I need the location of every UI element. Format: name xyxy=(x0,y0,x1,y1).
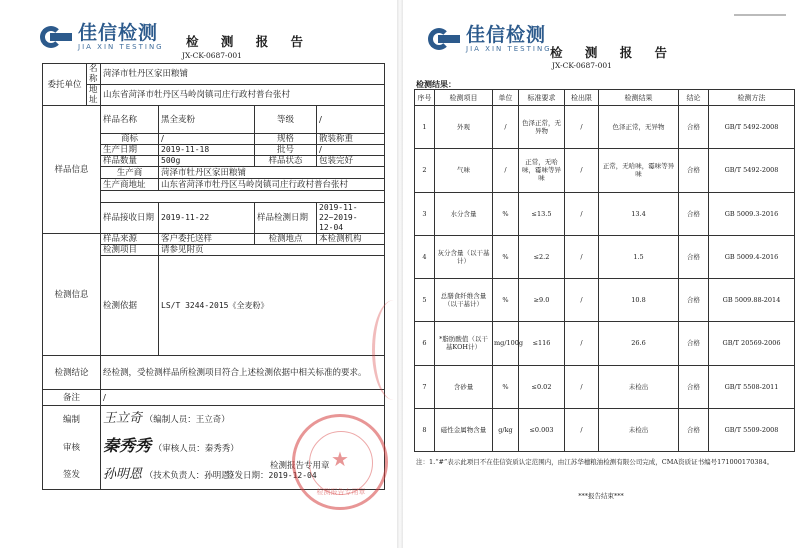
results-note: 注：1.“#”表示此项目不在佳信资质认定范围内，由江苏华穗粮油检测有限公司完成，CMA资质证书编号171000170384。 xyxy=(416,458,774,466)
table-row xyxy=(415,149,795,192)
result-cell-method: GB 5009.4-2016 xyxy=(709,235,795,278)
result-cell-item: 外观 xyxy=(435,106,493,149)
result-cell-result: 正常，无哈味，霉味等异味 xyxy=(599,149,679,192)
spec-value: 散装称重 xyxy=(317,134,385,145)
result-cell-item: 灰分含量（以干基计） xyxy=(435,235,493,278)
reviewer-label: 审核 xyxy=(43,434,101,462)
official-seal xyxy=(292,414,388,510)
results-section-label: 检测结果： xyxy=(416,79,456,89)
col-verdict: 结论 xyxy=(679,90,709,106)
result-cell-result: 13.4 xyxy=(599,192,679,235)
result-cell-limit: / xyxy=(565,235,599,278)
client-address-label: 地址 xyxy=(87,85,101,106)
col-item: 检测项目 xyxy=(435,90,493,106)
result-cell-limit: / xyxy=(565,279,599,322)
receive-date: 2019-11-22 xyxy=(159,203,255,234)
manufacturer-address-label: 生产商地址 xyxy=(101,179,159,191)
result-cell-verdict: 合格 xyxy=(679,279,709,322)
company-logo-right xyxy=(428,25,552,53)
sample-name: 黑全麦粉 xyxy=(159,106,255,134)
table-row xyxy=(415,235,795,278)
quantity-value: 500g xyxy=(159,156,255,167)
batch-label: 批号 xyxy=(255,145,317,156)
result-cell-method: GB/T 5492-2008 xyxy=(709,149,795,192)
result-cell-item: 磁性金属物含量 xyxy=(435,408,493,451)
test-items-label: 检测项目 xyxy=(101,245,159,256)
report-end-text: ***报告结束*** xyxy=(578,492,624,500)
logo-chinese-name: 佳信检测 xyxy=(466,24,547,46)
spec-label: 规格 xyxy=(255,134,317,145)
grade-label: 等级 xyxy=(255,106,317,134)
test-date-label: 样品检测日期 xyxy=(255,203,317,234)
result-cell-result: 1.5 xyxy=(599,235,679,278)
sample-info-section-label: 样品信息 xyxy=(43,106,101,234)
source-value: 客户委托送样 xyxy=(159,234,255,245)
result-cell-no: 3 xyxy=(415,192,435,235)
grade-value: / xyxy=(317,106,385,134)
sample-info-spacer xyxy=(101,191,385,203)
seal-text: 检测报告专用章 xyxy=(316,488,366,496)
seal-star-icon: ★ xyxy=(331,447,349,471)
results-body xyxy=(415,106,795,452)
editor-note: （编制人员：王立奇） xyxy=(144,415,230,426)
batch-value: / xyxy=(317,145,385,156)
col-unit: 单位 xyxy=(493,90,519,106)
result-cell-no: 8 xyxy=(415,408,435,451)
result-cell-method: GB/T 20569-2006 xyxy=(709,322,795,365)
result-cell-limit: / xyxy=(565,149,599,192)
result-cell-unit: % xyxy=(493,192,519,235)
state-value: 包装完好 xyxy=(317,156,385,167)
location-label: 检测地点 xyxy=(255,234,317,245)
results-header-row xyxy=(415,90,795,106)
logo-mark-icon xyxy=(40,24,74,50)
col-no: 序号 xyxy=(415,90,435,106)
result-cell-verdict: 合格 xyxy=(679,149,709,192)
result-cell-result: 10.8 xyxy=(599,279,679,322)
test-date xyxy=(317,203,385,234)
result-cell-unit: % xyxy=(493,279,519,322)
source-label: 样品来源 xyxy=(101,234,159,245)
quantity-label: 样品数量 xyxy=(101,156,159,167)
table-row xyxy=(415,365,795,408)
result-cell-method: GB 5009.3-2016 xyxy=(709,192,795,235)
report-cover-page xyxy=(0,0,398,548)
result-cell-unit: / xyxy=(493,106,519,149)
logo-mark-icon xyxy=(428,26,462,52)
report-number-right: JX-CK-0687-001 xyxy=(552,61,612,70)
test-date-line2: 12-04 xyxy=(319,223,344,232)
sample-name-label: 样品名称 xyxy=(101,106,159,134)
result-cell-result: 26.6 xyxy=(599,322,679,365)
result-cell-no: 5 xyxy=(415,279,435,322)
result-cell-no: 7 xyxy=(415,365,435,408)
reviewer-note: （审核人员：秦秀秀） xyxy=(153,444,239,454)
signer-note: （技术负责人：孙明恩） xyxy=(144,470,239,481)
result-cell-item: 总膳食纤维含量（以干基计） xyxy=(435,279,493,322)
result-cell-method: GB/T 5509-2008 xyxy=(709,408,795,451)
col-result: 检测结果 xyxy=(599,90,679,106)
col-limit: 检出限 xyxy=(565,90,599,106)
reviewer-signature: 秦秀秀 xyxy=(103,436,152,455)
issue-date-label: 签发日期： xyxy=(226,471,269,481)
result-cell-req: ≤2.2 xyxy=(519,235,565,278)
basis-value: LS/T 3244-2015《全麦粉》 xyxy=(159,256,385,356)
results-table xyxy=(414,89,795,452)
basis-label: 检测依据 xyxy=(101,256,159,356)
result-cell-result: 未检出 xyxy=(599,408,679,451)
corner-mark xyxy=(734,14,786,16)
result-cell-unit: % xyxy=(493,365,519,408)
result-cell-result: 色泽正常，无异物 xyxy=(599,106,679,149)
result-cell-verdict: 合格 xyxy=(679,235,709,278)
result-cell-item: 含砂量 xyxy=(435,365,493,408)
result-cell-method: GB/T 5508-2011 xyxy=(709,365,795,408)
result-cell-limit: / xyxy=(565,106,599,149)
production-date-label: 生产日期 xyxy=(101,145,159,156)
result-cell-limit: / xyxy=(565,322,599,365)
manufacturer-address: 山东省菏泽市牡丹区马岭岗镇司庄行政村普台张村 xyxy=(159,179,385,191)
table-row xyxy=(415,192,795,235)
result-cell-verdict: 合格 xyxy=(679,322,709,365)
report-number: JX-CK-0687-001 xyxy=(182,51,242,60)
result-cell-unit: g/kg xyxy=(493,408,519,451)
trademark-label: 商标 xyxy=(101,134,159,145)
table-row xyxy=(415,408,795,451)
result-cell-verdict: 合格 xyxy=(679,106,709,149)
conclusion-text: 经检测，受检测样品所检测项目符合上述检测依据中相关标准的要求。 xyxy=(101,356,385,390)
result-cell-req: ≤0.02 xyxy=(519,365,565,408)
result-cell-verdict: 合格 xyxy=(679,365,709,408)
result-cell-item: *脂肪酸值（以干基KOH计） xyxy=(435,322,493,365)
receive-date-label: 样品接收日期 xyxy=(101,203,159,234)
result-cell-no: 1 xyxy=(415,106,435,149)
table-row xyxy=(415,279,795,322)
table-row xyxy=(415,322,795,365)
result-cell-req: ≥9.0 xyxy=(519,279,565,322)
location-value: 本检测机构 xyxy=(317,234,385,245)
result-cell-unit: mg/100g xyxy=(493,322,519,365)
result-cell-item: 气味 xyxy=(435,149,493,192)
table-row xyxy=(415,106,795,149)
logo-english-name: JIA XIN TESTING xyxy=(78,43,164,51)
conclusion-label: 检测结论 xyxy=(43,356,101,390)
stamp-label: 检测报告专用章 xyxy=(270,461,330,471)
signer-signature: 孙明恩 xyxy=(103,466,143,482)
result-cell-no: 6 xyxy=(415,322,435,365)
result-cell-item: 水分含量 xyxy=(435,192,493,235)
manufacturer-value: 菏泽市牡丹区家田粮铺 xyxy=(159,167,385,179)
result-cell-no: 4 xyxy=(415,235,435,278)
result-cell-req: ≤0.003 xyxy=(519,408,565,451)
result-cell-req: ≤116 xyxy=(519,322,565,365)
remarks-value: / xyxy=(101,390,385,406)
manufacturer-label: 生产商 xyxy=(101,167,159,179)
result-cell-limit: / xyxy=(565,192,599,235)
company-logo xyxy=(40,23,164,51)
result-cell-result: 未检出 xyxy=(599,365,679,408)
result-cell-method: GB 5009.88-2014 xyxy=(709,279,795,322)
result-cell-no: 2 xyxy=(415,149,435,192)
result-cell-method: GB/T 5492-2008 xyxy=(709,106,795,149)
results-page xyxy=(402,0,800,548)
result-cell-req: 正常，无哈味，霉味等异味 xyxy=(519,149,565,192)
remarks-label: 备注 xyxy=(43,390,101,406)
client-name: 菏泽市牡丹区家田粮铺 xyxy=(101,64,385,85)
issue-date: 2019-12-04 xyxy=(268,471,317,480)
logo-chinese-name: 佳信检测 xyxy=(78,22,159,44)
result-cell-unit: % xyxy=(493,235,519,278)
state-label: 样品状态 xyxy=(255,156,317,167)
col-method: 检测方法 xyxy=(709,90,795,106)
client-address: 山东省菏泽市牡丹区马岭岗镇司庄行政村普台张村 xyxy=(101,85,385,106)
result-cell-req: ≤13.5 xyxy=(519,192,565,235)
result-cell-unit: / xyxy=(493,149,519,192)
result-cell-limit: / xyxy=(565,408,599,451)
result-cell-req: 色泽正常，无异物 xyxy=(519,106,565,149)
trademark-value: / xyxy=(159,134,255,145)
logo-english-name: JIA XIN TESTING xyxy=(466,45,552,53)
production-date: 2019-11-18 xyxy=(159,145,255,156)
test-info-section-label: 检测信息 xyxy=(43,234,101,356)
editor-label: 编制 xyxy=(43,406,101,434)
editor-signature: 王立奇 xyxy=(103,411,143,427)
result-cell-verdict: 合格 xyxy=(679,192,709,235)
result-cell-limit: / xyxy=(565,365,599,408)
client-name-label: 名称 xyxy=(87,64,101,85)
test-date-line1: 2019-11-22~2019- xyxy=(319,203,358,222)
signer-label: 签发 xyxy=(43,462,101,490)
col-requirement: 标准要求 xyxy=(519,90,565,106)
report-title-right: 检 测 报 告 xyxy=(550,45,677,60)
client-label: 委托单位 xyxy=(43,64,87,106)
report-title: 检 测 报 告 xyxy=(186,34,313,49)
test-items-value: 请参见附页 xyxy=(159,245,385,256)
result-cell-verdict: 合格 xyxy=(679,408,709,451)
